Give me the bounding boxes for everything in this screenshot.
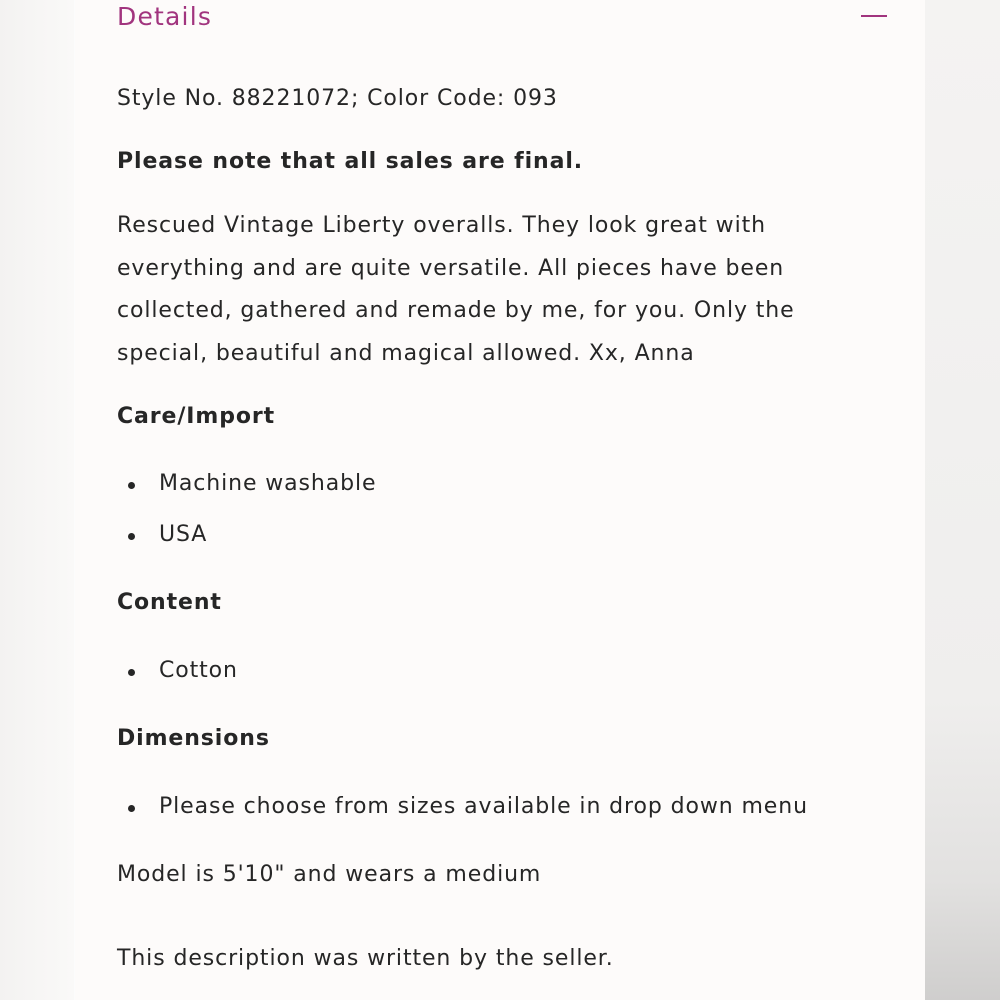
seller-disclaimer: This description was written by the seller. — [117, 946, 614, 971]
details-title: Details — [117, 2, 213, 31]
content-heading: Content — [117, 590, 222, 615]
details-content — [117, 0, 887, 971]
list-item-label: USA — [159, 522, 208, 547]
list-item — [117, 469, 376, 520]
details-panel — [75, 0, 925, 1000]
bullet-icon — [128, 669, 135, 676]
minus-icon[interactable] — [861, 14, 887, 18]
sales-final-note: Please note that all sales are final. — [117, 149, 584, 174]
list-item-label: Cotton — [159, 658, 238, 683]
model-size-info: Model is 5'10" and wears a medium — [117, 862, 542, 887]
bullet-icon — [128, 482, 135, 489]
page-edge-shadow — [925, 0, 1000, 1000]
list-item — [117, 792, 808, 843]
list-item-label: Machine washable — [159, 471, 377, 496]
care-import-list — [117, 469, 376, 571]
care-import-heading: Care/Import — [117, 404, 276, 429]
dimensions-heading: Dimensions — [117, 726, 270, 751]
list-item-label: Please choose from sizes available in drop down menu — [159, 794, 808, 819]
style-number: Style No. 88221072; Color Code: 093 — [117, 86, 558, 111]
bullet-icon — [128, 533, 135, 540]
dimensions-list — [117, 792, 808, 843]
list-item — [117, 520, 376, 571]
content-list — [117, 656, 238, 707]
details-header[interactable] — [117, 0, 887, 52]
product-description: Rescued Vintage Liberty overalls. They look great with everything and are quite versatile. All pieces have been collected, gathered and remade by me, for you. Only the special, beautiful and magical allowed. Xx, Anna — [117, 213, 795, 366]
bullet-icon — [128, 805, 135, 812]
list-item — [117, 656, 238, 707]
